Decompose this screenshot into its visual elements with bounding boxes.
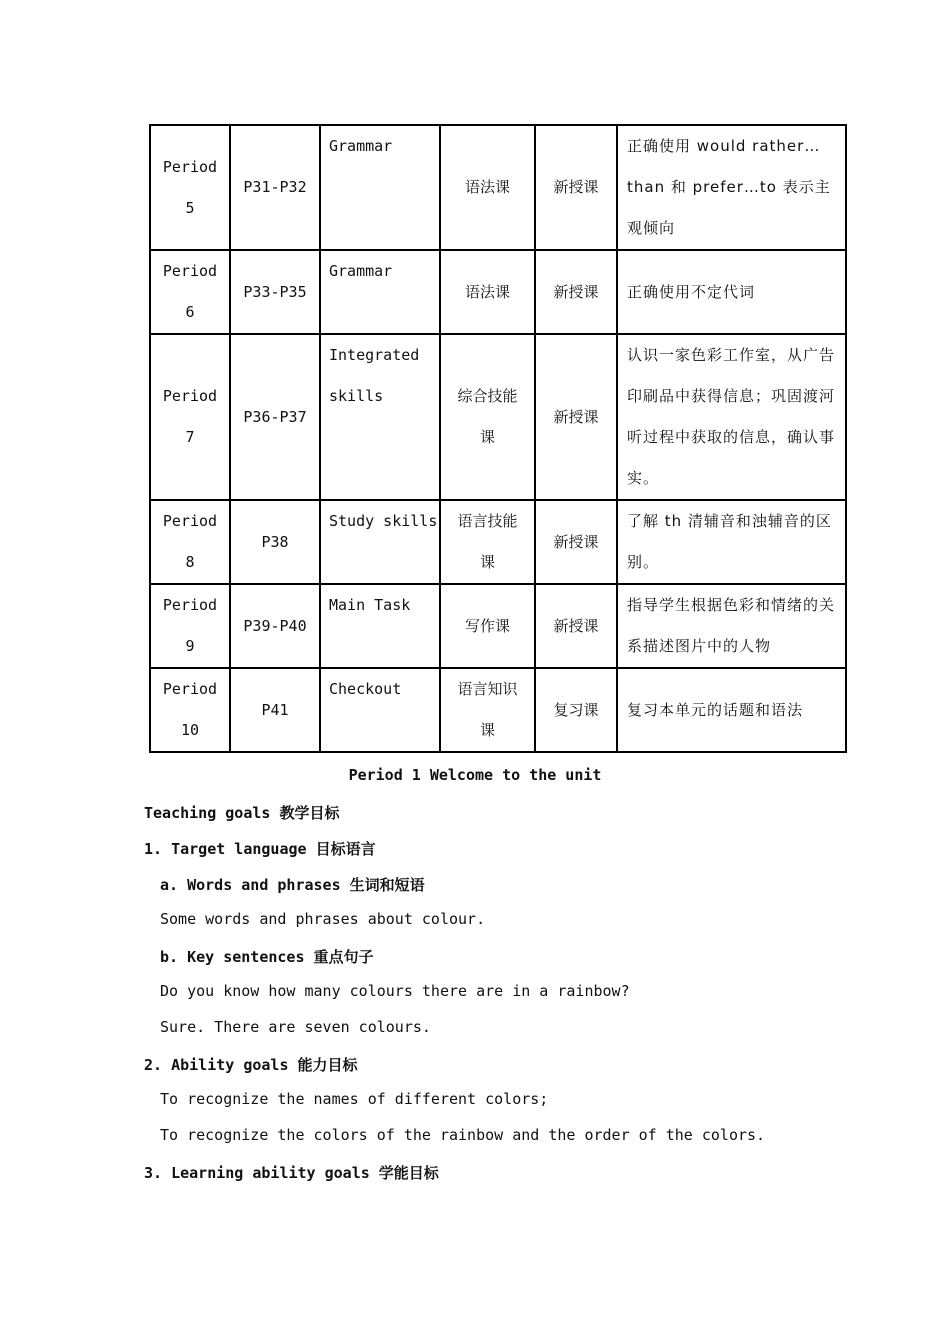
pages-cell: P33-P35 (230, 250, 320, 334)
goal-cell: 复习本单元的话题和语法 (617, 668, 846, 752)
content-cell: Study skills (320, 500, 440, 584)
learning-ability-heading: 3. Learning ability goals 学能目标 (144, 1164, 439, 1182)
table-row (150, 334, 846, 500)
kind-cell: 新授课 (535, 334, 617, 500)
content-cell: Checkout (320, 668, 440, 752)
content-cell: Integrated skills (320, 334, 440, 500)
kind-cell: 新授课 (535, 584, 617, 668)
type-cell: 语言技能课 (440, 500, 535, 584)
lesson-plan-table (149, 124, 847, 753)
content-cell: Grammar (320, 125, 440, 250)
words-phrases-heading: a. Words and phrases 生词和短语 (160, 876, 425, 894)
goal-cell: 指导学生根据色彩和情绪的关系描述图片中的人物 (617, 584, 846, 668)
period-cell: Period 7 (150, 334, 230, 500)
kind-cell: 新授课 (535, 500, 617, 584)
period-cell: Period 5 (150, 125, 230, 250)
type-cell: 综合技能课 (440, 334, 535, 500)
ability-goals-heading: 2. Ability goals 能力目标 (144, 1056, 358, 1074)
period-cell: Period 8 (150, 500, 230, 584)
period-cell: Period 6 (150, 250, 230, 334)
table-row (150, 125, 846, 250)
table-row (150, 250, 846, 334)
type-cell: 写作课 (440, 584, 535, 668)
type-cell: 语言知识课 (440, 668, 535, 752)
goal-cell: 了解 th 清辅音和浊辅音的区别。 (617, 500, 846, 584)
period-cell: Period 10 (150, 668, 230, 752)
goal-cell: 认识一家色彩工作室，从广告印刷品中获得信息；巩固渡河听过程中获取的信息，确认事实。 (617, 334, 846, 500)
ability-goal-1: To recognize the names of different colors; (160, 1090, 549, 1108)
goal-cell: 正确使用 would rather…than 和 prefer…to 表示主观倾向 (617, 125, 846, 250)
table-row (150, 500, 846, 584)
content-cell: Grammar (320, 250, 440, 334)
kind-cell: 新授课 (535, 250, 617, 334)
target-language-heading: 1. Target language 目标语言 (144, 840, 376, 858)
ability-goal-2: To recognize the colors of the rainbow and the order of the colors. (160, 1126, 766, 1144)
pages-cell: P31-P32 (230, 125, 320, 250)
goal-cell: 正确使用不定代词 (617, 250, 846, 334)
type-cell: 语法课 (440, 250, 535, 334)
pages-cell: P38 (230, 500, 320, 584)
table-row (150, 584, 846, 668)
words-phrases-text: Some words and phrases about colour. (160, 910, 486, 928)
kind-cell: 新授课 (535, 125, 617, 250)
pages-cell: P39-P40 (230, 584, 320, 668)
teaching-goals-heading: Teaching goals 教学目标 (144, 804, 340, 822)
kind-cell: 复习课 (535, 668, 617, 752)
key-sentence-1: Do you know how many colours there are in a rainbow? (160, 982, 630, 1000)
pages-cell: P41 (230, 668, 320, 752)
content-cell: Main Task (320, 584, 440, 668)
table-row (150, 668, 846, 752)
lesson-title: Period 1 Welcome to the unit (348, 766, 602, 784)
period-cell: Period 9 (150, 584, 230, 668)
key-sentence-2: Sure. There are seven colours. (160, 1018, 431, 1036)
key-sentences-heading: b. Key sentences 重点句子 (160, 948, 374, 966)
pages-cell: P36-P37 (230, 334, 320, 500)
type-cell: 语法课 (440, 125, 535, 250)
